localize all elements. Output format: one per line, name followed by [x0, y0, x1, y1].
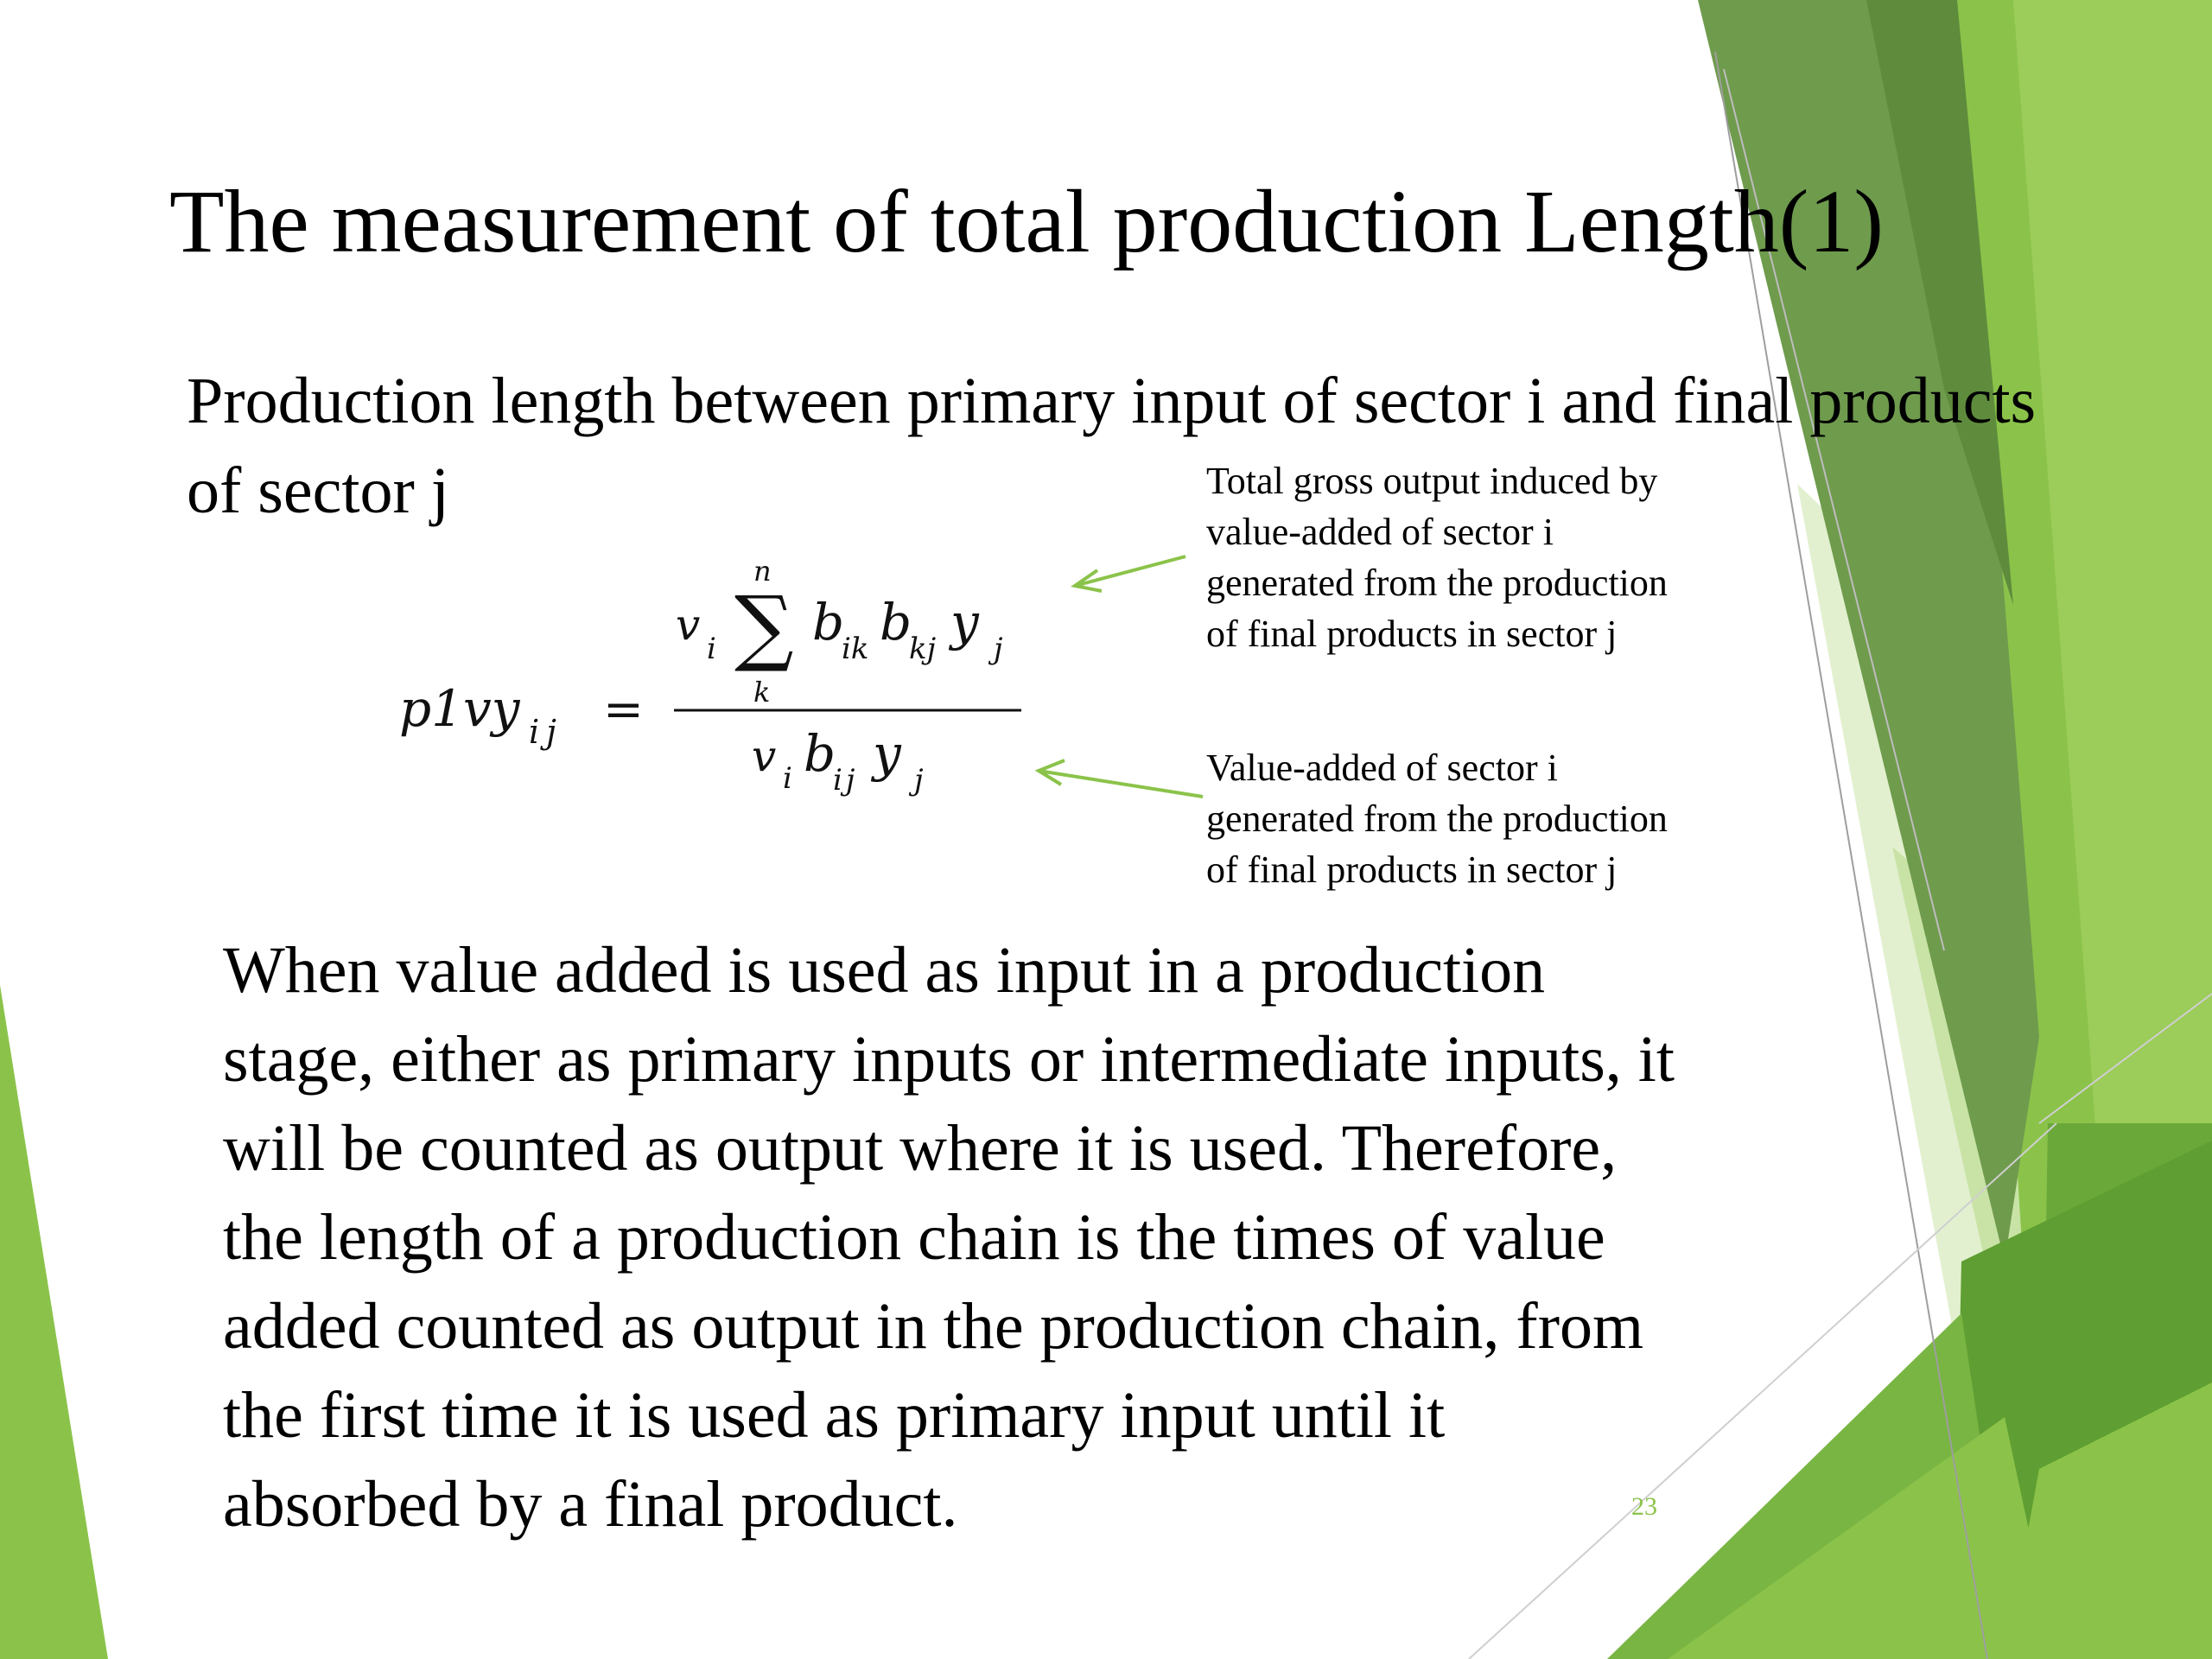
- den-y: y: [873, 724, 901, 783]
- slide-subtitle: Production length between primary input of sector i and final products of sector j: [187, 365, 2037, 527]
- num-sum-upper: n: [753, 555, 772, 588]
- annotation-denominator: Value-added of sector i generated from the production of final products in sector j: [1206, 747, 1668, 891]
- arrow-to-denominator: [1039, 760, 1203, 797]
- num-v-sub: i: [707, 632, 716, 666]
- annotation-numerator: Total gross output induced by value-added of sector i generated from the production of final products in sector j: [1206, 460, 1668, 655]
- num-v: v: [676, 600, 701, 650]
- formula-lhs-sub: ij: [529, 713, 563, 751]
- num-b1: b: [812, 593, 845, 652]
- num-sum-lower: k: [753, 676, 771, 709]
- den-v: v: [752, 731, 777, 781]
- num-b1-sub: ik: [842, 632, 869, 666]
- num-sum: ∑: [734, 578, 794, 675]
- den-b-sub: ij: [833, 763, 859, 798]
- den-y-sub: j: [914, 763, 924, 798]
- arrow-to-numerator: [1075, 556, 1185, 591]
- num-y-sub: j: [994, 632, 1003, 666]
- den-b: b: [804, 724, 836, 783]
- slide-number: 23: [1631, 1492, 1657, 1521]
- slide-title: The measurement of total production Length(1): [169, 172, 1885, 271]
- den-v-sub: i: [783, 761, 792, 796]
- num-y: y: [950, 593, 979, 652]
- formula-lhs: p1vy: [399, 679, 520, 738]
- num-b2: b: [880, 593, 912, 652]
- body-paragraph: When value added is used as input in a production stage, either as primary inputs or intermediate inputs, it will be counted as output where it is used. Therefore, the length of a production chain is the times of value added counted as output in the production chain, from the first time it is used as primary input until it absorbed by a final product.: [223, 934, 1675, 1541]
- formula-equals: =: [603, 682, 644, 738]
- num-b2-sub: kj: [909, 632, 937, 666]
